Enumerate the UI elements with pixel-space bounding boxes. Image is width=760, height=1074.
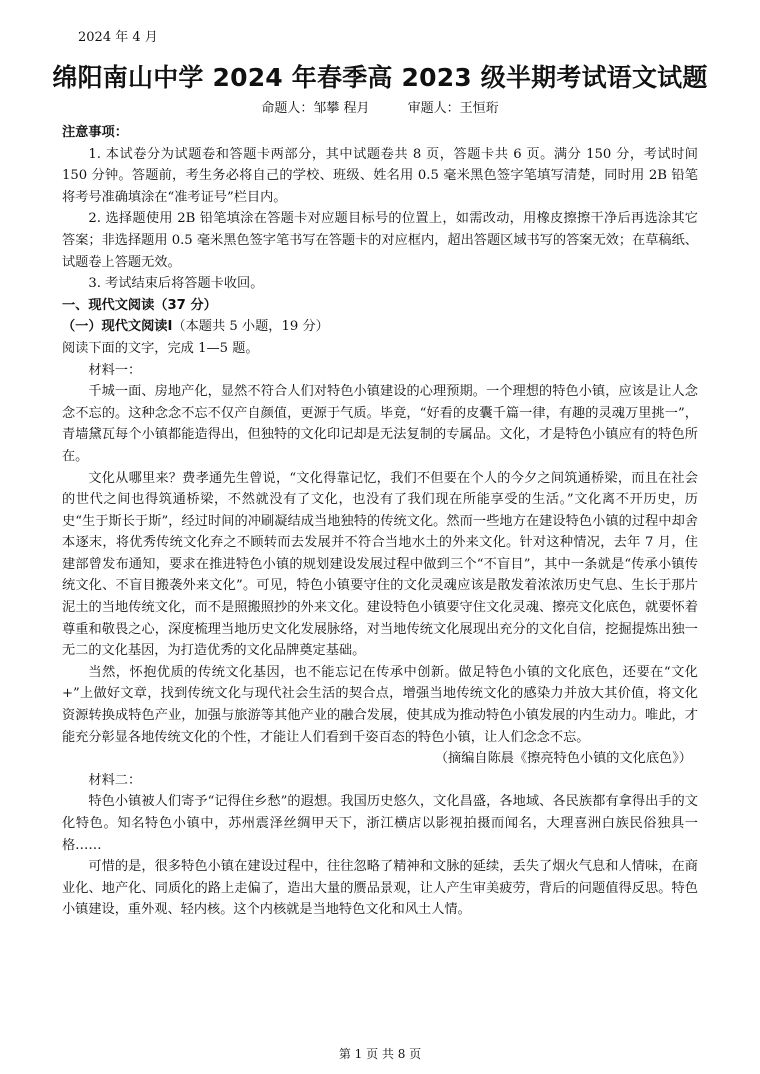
exam-authors bbox=[0, 100, 760, 118]
notice-item-2: 2. 选择题使用 2B 铅笔填涂在答题卡对应题目标号的位置上，如需改动，用橡皮擦擦干净后再选涂其它答案；非选择题用 0.5 毫米黑色签字笔书写在答题卡的对应框内，超出答题区域书写的答案无效；在草稿纸、试题卷上答题无效。 bbox=[62, 211, 698, 270]
reviewer-line: 审题人：王恒珩 bbox=[407, 101, 499, 116]
subsection-heading bbox=[62, 316, 698, 338]
material-1-paragraph-3: 当然，怀抱优质的传统文化基因，也不能忘记在传承中创新。做足特色小镇的文化底色，还要在“文化+”上做好文章，找到传统文化与现代社会生活的契合点，增强当地传统文化的感染力并放大其价值，将文化资源转换成特色产业，加强与旅游等其他产业的融合发展，使其成为推动特色小镇发展的内生动力。唯此，才能充分彰显各地传统文化的个性，才能让人们看到千姿百态的特色小镇，让人们念念不忘。 bbox=[62, 664, 698, 745]
material-1-paragraph-1: 千城一面、房地产化，显然不符合人们对特色小镇建设的心理预期。一个理想的特色小镇，应该是让人念念不忘的。这种念念不忘不仅产自颜值，更源于气质。毕竟，“好看的皮囊千篇一律，有趣的灵魂万里挑一”，青墙黛瓦每个小镇都能造得出，但独特的文化印记却是无法复制的专属品。文化，才是特色小镇应有的特色所在。 bbox=[62, 384, 698, 464]
material-2-label: 材料二： bbox=[88, 772, 142, 788]
subsection-title: （一）现代文阅读Ⅰ bbox=[62, 319, 173, 335]
notice-item-1: 1. 本试卷分为试题卷和答题卡两部分，其中试题卷共 8 页，答题卡共 6 页。满分 150 分，考试时间 150 分钟。答题前，考生务必将自己的学校、班级、姓名用 0.5 毫米黑色签字笔填写清楚，同时用 2B 铅笔将考号准确填涂在“准考证号”栏目内。 bbox=[62, 146, 698, 205]
page-footer: 第 1 页 共 8 页 bbox=[338, 1047, 422, 1061]
material-2-paragraph-2: 可惜的是，很多特色小镇在建设过程中，往往忽略了精神和文脉的延续，丢失了烟火气息和人情味，在商业化、地产化、同质化的路上走偏了，造出大量的赝品景观，让人产生审美疲劳，背后的问题值得反思。特色小镇建设，重外观、轻内核。这个内核就是当地特色文化和风土人情。 bbox=[62, 859, 698, 918]
material-1-paragraph-2: 文化从哪里来？费孝通先生曾说，“文化得靠记忆，我们不但要在个人的今夕之间筑通桥梁，而且在社会的世代之间也得筑通桥梁，不然就没有了文化，也没有了我们现在所能享受的生活。”文化离不开历史，历史“生于斯长于斯”，经过时间的冲刷凝结成当地独特的传统文化。然而一些地方在建设特色小镇的过程中却舍本逐末，将优秀传统文化弃之不顾转而去发展并不符合当地水土的外来文化。针对这种情况，去年 7 月，住建部曾发布通知，要求在推进特色小镇的规划建设发展过程中做到三个“不盲目”，其中一条就是“传承小镇传统文化、不盲目搬袭外来文化”。可见，特色小镇要守住的文化灵魂应该是散发着浓浓历史气息、生长于那片泥土的当地传统文化，而不是照搬照抄的外来文化。建设特色小镇要守住文化灵魂、擦亮文化底色，就要怀着尊重和敬畏之心，深度梳理当地历史文化发展脉络，对当地传统文化展现出充分的文化自信，挖掘提炼出独一无二的文化基因，为打造优秀的文化品牌奠定基础。 bbox=[62, 470, 698, 659]
exam-date: 2024 年 4 月 bbox=[78, 30, 158, 45]
section-heading: 一、现代文阅读（37 分） bbox=[62, 297, 217, 313]
reading-instruction: 阅读下面的文字，完成 1—5 题。 bbox=[62, 340, 259, 356]
material-2-paragraph-1: 特色小镇被人们寄予“记得住乡愁”的遐想。我国历史悠久，文化昌盛，各地域、各民族都有拿得出手的文化特色。知名特色小镇中，苏州震泽丝绸甲天下，浙江横店以影视拍摄而闻名，大理喜洲白族民俗独具一格…… bbox=[62, 794, 698, 853]
notice-item-3: 3. 考试结束后将答题卡收回。 bbox=[88, 276, 264, 292]
subsection-score: （本题共 5 小题，19 分） bbox=[172, 319, 329, 335]
notice-heading: 注意事项： bbox=[62, 125, 128, 140]
material-1-label: 材料一： bbox=[88, 362, 142, 378]
material-1-source: （摘编自陈晨《擦亮特色小镇的文化底色》） bbox=[434, 751, 692, 767]
exam-title: 绵阳南山中学 2024 年春季高 2023 级半期考试语文试题 bbox=[52, 63, 708, 92]
exam-content bbox=[62, 122, 698, 921]
setter-line: 命题人：邹攀 程月 bbox=[261, 101, 370, 116]
